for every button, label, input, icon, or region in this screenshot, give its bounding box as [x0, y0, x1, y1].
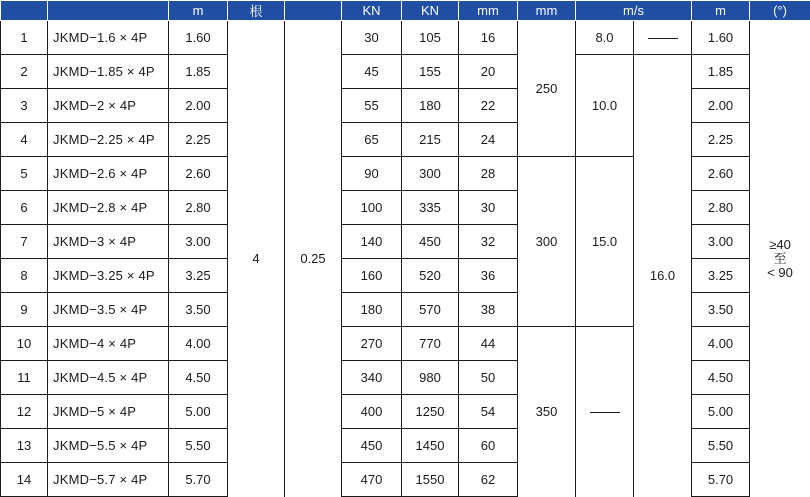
model-cell: JKMD−4 × 4P: [48, 327, 169, 361]
row-number: 6: [1, 191, 48, 225]
length-cell: 4.00: [169, 327, 228, 361]
kn2-cell: 450: [402, 225, 459, 259]
speed-a-cell: 15.0: [576, 157, 634, 327]
kn1-cell: 470: [342, 463, 402, 497]
mm-cell: 22: [459, 89, 518, 123]
header-cell: m: [692, 1, 750, 21]
header-cell: mm: [518, 1, 576, 21]
row-number: 9: [1, 293, 48, 327]
mm-cell: 16: [459, 21, 518, 55]
length-cell: 1.85: [169, 55, 228, 89]
kn1-cell: 30: [342, 21, 402, 55]
model-cell: JKMD−2 × 4P: [48, 89, 169, 123]
model-cell: JKMD−1.85 × 4P: [48, 55, 169, 89]
kn2-cell: 215: [402, 123, 459, 157]
kn2-cell: 300: [402, 157, 459, 191]
model-cell: JKMD−4.5 × 4P: [48, 361, 169, 395]
header-row: [1, 1, 810, 21]
kn2-cell: 105: [402, 21, 459, 55]
diameter-group-cell: 350: [518, 327, 576, 497]
m-cell: 1.85: [692, 55, 750, 89]
kn2-cell: 1250: [402, 395, 459, 429]
mm-cell: 54: [459, 395, 518, 429]
header-cell: (°): [750, 1, 810, 21]
length-cell: 5.50: [169, 429, 228, 463]
length-cell: 5.00: [169, 395, 228, 429]
mm-cell: 24: [459, 123, 518, 157]
header-cell: m: [169, 1, 228, 21]
mm-cell: 60: [459, 429, 518, 463]
row-number: 1: [1, 21, 48, 55]
angle-cell: [750, 21, 810, 497]
row-number: 10: [1, 327, 48, 361]
table-row: [1, 21, 810, 55]
header-cell: [48, 1, 169, 21]
kn1-cell: 180: [342, 293, 402, 327]
model-cell: JKMD−2.6 × 4P: [48, 157, 169, 191]
m-cell: 5.50: [692, 429, 750, 463]
m-cell: 2.25: [692, 123, 750, 157]
row-number: 13: [1, 429, 48, 463]
length-cell: 2.00: [169, 89, 228, 123]
angle-line: 至: [750, 252, 810, 266]
mm-cell: 20: [459, 55, 518, 89]
m-cell: 4.00: [692, 327, 750, 361]
row-number: 11: [1, 361, 48, 395]
model-cell: JKMD−2.8 × 4P: [48, 191, 169, 225]
m-cell: 1.60: [692, 21, 750, 55]
row-number: 5: [1, 157, 48, 191]
kn2-cell: 155: [402, 55, 459, 89]
kn1-cell: 55: [342, 89, 402, 123]
header-cell: mm: [459, 1, 518, 21]
kn1-cell: 160: [342, 259, 402, 293]
table-row: [1, 55, 810, 89]
length-cell: 4.50: [169, 361, 228, 395]
kn1-cell: 90: [342, 157, 402, 191]
speed-a-cell: 8.0: [576, 21, 634, 55]
diameter-group-cell: 300: [518, 157, 576, 327]
header-cell: [285, 1, 342, 21]
kn2-cell: 335: [402, 191, 459, 225]
kn1-cell: 450: [342, 429, 402, 463]
header-cell: [1, 1, 48, 21]
model-cell: JKMD−2.25 × 4P: [48, 123, 169, 157]
kn1-cell: 400: [342, 395, 402, 429]
count-cell: 4: [228, 21, 285, 497]
kn2-cell: 1450: [402, 429, 459, 463]
dash-cell: [634, 21, 692, 55]
kn2-cell: 520: [402, 259, 459, 293]
length-cell: 3.00: [169, 225, 228, 259]
speed-a-cell: 10.0: [576, 55, 634, 157]
model-cell: JKMD−5.5 × 4P: [48, 429, 169, 463]
mm-cell: 32: [459, 225, 518, 259]
dash-cell: [576, 327, 634, 497]
dash-line: [590, 412, 620, 413]
model-cell: JKMD−3.5 × 4P: [48, 293, 169, 327]
header-cell: m/s: [576, 1, 692, 21]
kn1-cell: 270: [342, 327, 402, 361]
m-cell: 3.50: [692, 293, 750, 327]
row-number: 4: [1, 123, 48, 157]
model-cell: JKMD−3 × 4P: [48, 225, 169, 259]
header-cell: KN: [402, 1, 459, 21]
mm-cell: 28: [459, 157, 518, 191]
model-cell: JKMD−3.25 × 4P: [48, 259, 169, 293]
m-cell: 5.70: [692, 463, 750, 497]
length-cell: 3.25: [169, 259, 228, 293]
kn2-cell: 180: [402, 89, 459, 123]
length-cell: 2.25: [169, 123, 228, 157]
diameter-group-cell: 250: [518, 21, 576, 157]
model-cell: JKMD−5.7 × 4P: [48, 463, 169, 497]
model-cell: JKMD−5 × 4P: [48, 395, 169, 429]
mm-cell: 62: [459, 463, 518, 497]
kn1-cell: 140: [342, 225, 402, 259]
ratio-cell: 0.25: [285, 21, 342, 497]
length-cell: 2.60: [169, 157, 228, 191]
length-cell: 5.70: [169, 463, 228, 497]
header-cell: 根: [228, 1, 285, 21]
kn1-cell: 100: [342, 191, 402, 225]
kn2-cell: 1550: [402, 463, 459, 497]
row-number: 2: [1, 55, 48, 89]
mm-cell: 30: [459, 191, 518, 225]
length-cell: 1.60: [169, 21, 228, 55]
m-cell: 3.00: [692, 225, 750, 259]
m-cell: 2.60: [692, 157, 750, 191]
kn2-cell: 980: [402, 361, 459, 395]
length-cell: 2.80: [169, 191, 228, 225]
kn2-cell: 770: [402, 327, 459, 361]
mm-cell: 36: [459, 259, 518, 293]
model-cell: JKMD−1.6 × 4P: [48, 21, 169, 55]
row-number: 7: [1, 225, 48, 259]
row-number: 12: [1, 395, 48, 429]
row-number: 14: [1, 463, 48, 497]
m-cell: 2.00: [692, 89, 750, 123]
header-cell: KN: [342, 1, 402, 21]
length-cell: 3.50: [169, 293, 228, 327]
angle-line: ≥40: [750, 238, 810, 252]
m-cell: 4.50: [692, 361, 750, 395]
speed-b-cell: 16.0: [634, 55, 692, 497]
kn1-cell: 65: [342, 123, 402, 157]
mm-cell: 38: [459, 293, 518, 327]
mm-cell: 44: [459, 327, 518, 361]
row-number: 8: [1, 259, 48, 293]
kn1-cell: 340: [342, 361, 402, 395]
m-cell: 3.25: [692, 259, 750, 293]
mm-cell: 50: [459, 361, 518, 395]
m-cell: 2.80: [692, 191, 750, 225]
kn1-cell: 45: [342, 55, 402, 89]
m-cell: 5.00: [692, 395, 750, 429]
dash-line: [648, 38, 678, 39]
angle-line: < 90: [750, 266, 810, 280]
kn2-cell: 570: [402, 293, 459, 327]
row-number: 3: [1, 89, 48, 123]
